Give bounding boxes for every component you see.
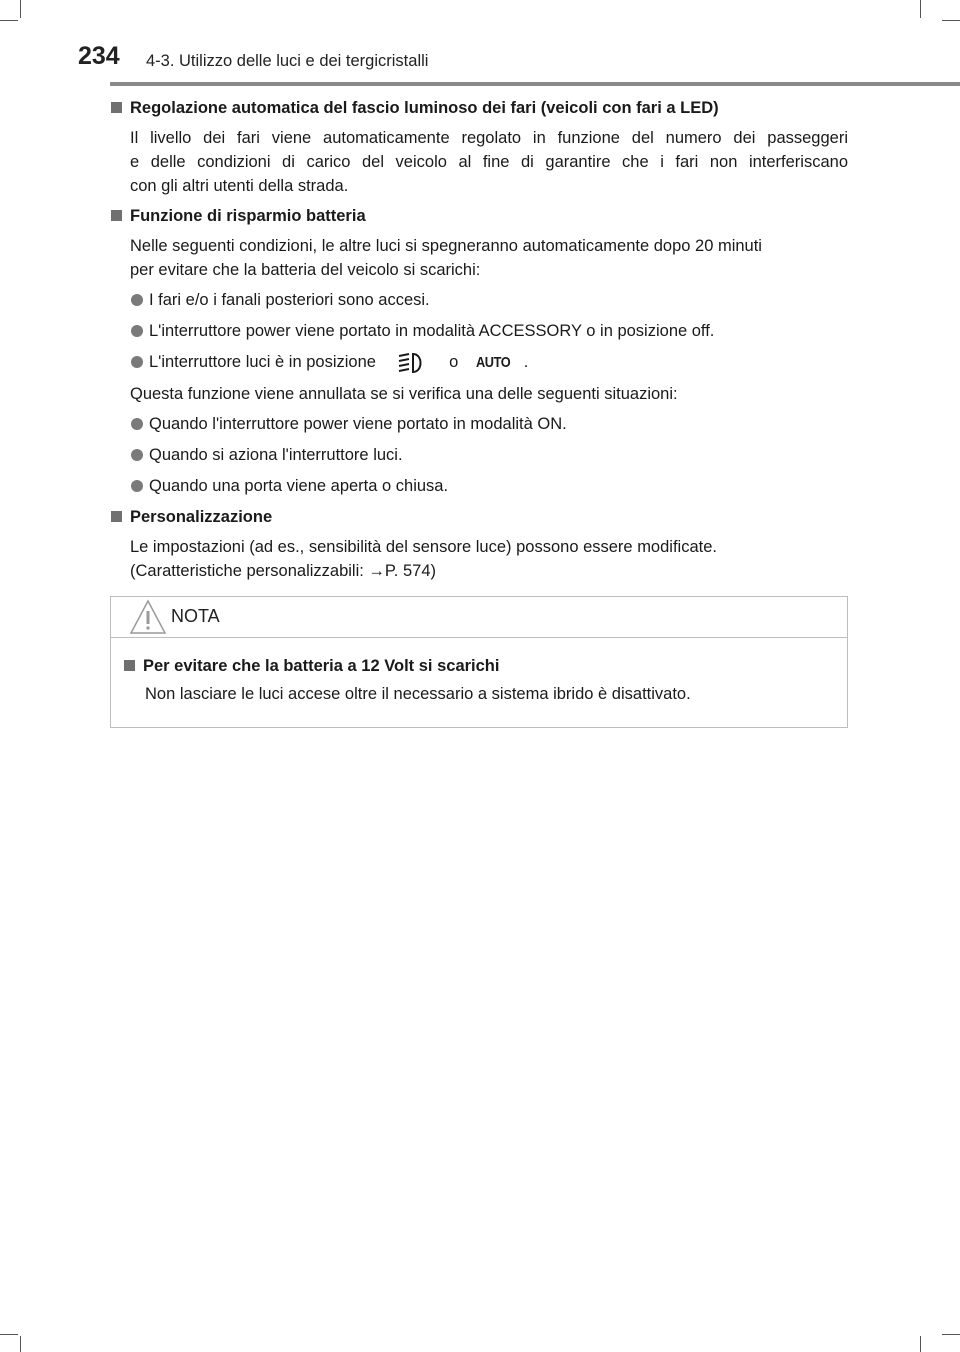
section-title: 4-3. Utilizzo delle luci e dei tergicristalli (146, 52, 429, 70)
square-bullet-icon (111, 511, 122, 522)
note-label: NOTA (171, 606, 220, 626)
section-heading: Personalizzazione (110, 505, 848, 529)
crop-mark (920, 1336, 921, 1352)
crop-mark (20, 1336, 21, 1352)
note-body (111, 638, 847, 706)
section-paragraph: Le impostazioni (ad es., sensibilità del sensore luce) possono essere modificate. (Caratteristiche personalizzabili: →P. 574) (130, 535, 848, 583)
section-paragraph: Questa funzione viene annullata se si verifica una delle seguenti situazioni: (130, 385, 678, 403)
warning-triangle-icon (129, 599, 167, 635)
section-heading: Funzione di risparmio batteria (110, 204, 848, 228)
round-bullet-icon (131, 294, 143, 306)
note-text: Non lasciare le luci accese oltre il necessario a sistema ibrido è disattivato. (145, 685, 691, 703)
section-paragraph: Il livello dei fari viene automaticamente regolato in funzione del numero dei passeggeri e delle condizioni di carico del veicolo al fine di garantire che i fari non interferiscano con gli altri utenti della strada. (130, 129, 848, 195)
round-bullet-icon (131, 356, 143, 368)
square-bullet-icon (111, 210, 122, 221)
note-box (110, 596, 848, 728)
page-header (0, 0, 960, 90)
page-content (110, 96, 848, 589)
page-reference-link[interactable]: (Caratteristiche personalizzabili: →P. 574) (130, 562, 436, 580)
section-heading: Regolazione automatica del fascio luminoso dei fari (veicoli con fari a LED) (110, 96, 848, 120)
square-bullet-icon (111, 102, 122, 113)
round-bullet-icon (131, 325, 143, 337)
square-bullet-icon (124, 660, 135, 671)
note-heading: Per evitare che la batteria a 12 Volt si scarichi (123, 654, 847, 678)
page-number: 234 (78, 42, 120, 70)
note-header (111, 597, 847, 638)
crop-mark (0, 1334, 18, 1335)
list-item: Quando una porta viene aperta o chiusa. (130, 474, 848, 498)
list-item: Quando si aziona l'interruttore luci. (130, 443, 848, 467)
list-item: L'interruttore luci è in posizione o AUTO . (130, 350, 848, 375)
header-rule (110, 82, 960, 86)
round-bullet-icon (131, 449, 143, 461)
list-item: Quando l'interruttore power viene portato in modalità ON. (130, 412, 848, 436)
round-bullet-icon (131, 418, 143, 430)
list-item: I fari e/o i fanali posteriori sono accesi. (130, 288, 848, 312)
list-item: L'interruttore power viene portato in modalità ACCESSORY o in posizione off. (130, 319, 848, 343)
headlight-icon (397, 351, 427, 375)
auto-icon: AUTO (475, 354, 511, 371)
crop-mark (942, 1334, 960, 1335)
section-paragraph: Nelle seguenti condizioni, le altre luci si spegneranno automaticamente dopo 20 minuti per evitare che la batteria del veicolo si scarichi: (130, 237, 762, 279)
round-bullet-icon (131, 480, 143, 492)
